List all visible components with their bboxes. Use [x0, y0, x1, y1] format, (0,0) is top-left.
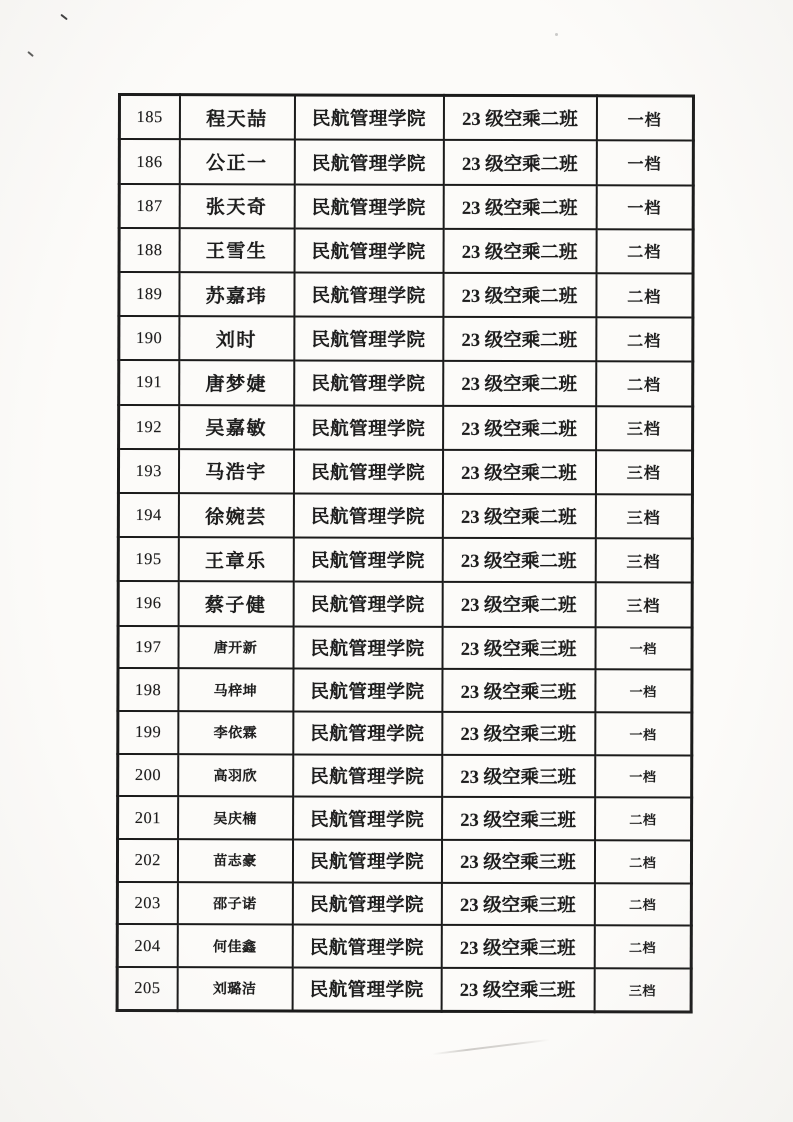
- table-row: [118, 711, 692, 755]
- table-row: [118, 493, 692, 539]
- no-cell: 201: [118, 796, 178, 839]
- college-cell: 民航管理学院: [292, 882, 441, 925]
- college-cell: 民航管理学院: [293, 711, 442, 754]
- name-cell: 苏嘉玮: [179, 272, 294, 316]
- class-cell: 23 级空乘二班: [442, 582, 595, 627]
- table-row: [118, 668, 692, 712]
- no-cell: 204: [117, 924, 177, 967]
- grade-cell: 二档: [594, 925, 691, 968]
- table-row: [119, 228, 693, 274]
- no-cell: 188: [119, 228, 179, 272]
- name-cell: 蔡子健: [178, 581, 293, 625]
- no-cell: 192: [119, 405, 179, 449]
- college-cell: 民航管理学院: [293, 582, 442, 627]
- no-cell: 194: [118, 493, 178, 537]
- table-row: [119, 272, 693, 318]
- no-cell: 195: [118, 537, 178, 581]
- class-cell: 23 级空乘三班: [441, 925, 594, 968]
- name-cell: 张天奇: [179, 184, 294, 228]
- table-row: [118, 537, 692, 583]
- grade-cell: 一档: [595, 669, 692, 712]
- name-cell: 王雪生: [179, 228, 294, 272]
- table-row: [118, 754, 692, 798]
- ink-dot-icon: [555, 33, 558, 36]
- table-row: [119, 95, 693, 141]
- class-cell: 23 级空乘三班: [442, 797, 595, 840]
- college-cell: 民航管理学院: [293, 754, 442, 797]
- name-cell: 吴庆楠: [178, 796, 293, 839]
- no-cell: 197: [118, 626, 178, 669]
- college-cell: 民航管理学院: [293, 626, 442, 669]
- name-cell: 程天喆: [179, 95, 294, 140]
- college-cell: 民航管理学院: [292, 967, 441, 1011]
- grade-cell: 二档: [594, 883, 691, 926]
- no-cell: 186: [119, 139, 179, 183]
- college-cell: 民航管理学院: [294, 140, 443, 185]
- name-cell: 邵子诺: [177, 882, 292, 925]
- grade-cell: 三档: [595, 538, 692, 582]
- no-cell: 187: [119, 184, 179, 228]
- grade-cell: 二档: [596, 362, 693, 406]
- college-cell: 民航管理学院: [293, 493, 442, 538]
- grade-cell: 二档: [596, 229, 693, 273]
- no-cell: 199: [118, 711, 178, 754]
- name-cell: 唐梦婕: [179, 361, 294, 405]
- grade-cell: 三档: [595, 583, 692, 627]
- college-cell: 民航管理学院: [292, 925, 441, 968]
- class-cell: 23 级空乘二班: [443, 95, 596, 140]
- college-cell: 民航管理学院: [294, 95, 443, 140]
- class-cell: 23 级空乘二班: [442, 450, 595, 495]
- name-cell: 马浩宇: [178, 449, 293, 493]
- no-cell: 200: [118, 754, 178, 797]
- class-cell: 23 级空乘三班: [442, 669, 595, 712]
- class-cell: 23 级空乘三班: [441, 840, 594, 883]
- table-row: [117, 924, 691, 968]
- class-cell: 23 级空乘二班: [443, 229, 596, 274]
- class-cell: 23 级空乘三班: [442, 754, 595, 797]
- name-cell: 何佳鑫: [177, 924, 292, 967]
- no-cell: 203: [117, 882, 177, 925]
- name-cell: 刘璐洁: [177, 967, 292, 1011]
- table-row: [119, 139, 693, 185]
- class-cell: 23 级空乘二班: [443, 361, 596, 406]
- grade-cell: 一档: [596, 141, 693, 185]
- table-row: [118, 581, 692, 627]
- grade-cell: 三档: [595, 450, 692, 494]
- college-cell: 民航管理学院: [294, 184, 443, 229]
- class-cell: 23 级空乘二班: [443, 317, 596, 362]
- table-row: [117, 967, 691, 1012]
- grade-cell: 三档: [595, 494, 692, 538]
- class-cell: 23 级空乘三班: [442, 626, 595, 669]
- college-cell: 民航管理学院: [293, 669, 442, 712]
- table-row: [119, 184, 693, 230]
- table-row: [119, 405, 693, 451]
- name-cell: 李依霖: [178, 711, 293, 754]
- college-cell: 民航管理学院: [294, 405, 443, 450]
- class-cell: 23 级空乘三班: [441, 882, 594, 925]
- grade-cell: 三档: [594, 968, 691, 1012]
- name-cell: 公正一: [179, 140, 294, 184]
- name-cell: 苗志豪: [177, 839, 292, 882]
- class-cell: 23 级空乘二班: [443, 405, 596, 450]
- class-cell: 23 级空乘二班: [443, 140, 596, 185]
- table-row: [118, 796, 692, 840]
- college-cell: 民航管理学院: [294, 228, 443, 273]
- grade-cell: 一档: [596, 185, 693, 229]
- name-cell: 王章乐: [178, 537, 293, 581]
- table-row: [119, 316, 693, 362]
- grade-cell: 一档: [595, 755, 692, 798]
- class-cell: 23 级空乘二班: [442, 494, 595, 539]
- name-cell: 吴嘉敏: [179, 405, 294, 449]
- no-cell: 198: [118, 668, 178, 711]
- grade-cell: 一档: [596, 96, 693, 141]
- table-row: [117, 882, 691, 926]
- class-cell: 23 级空乘二班: [443, 273, 596, 318]
- name-cell: 唐开新: [178, 626, 293, 669]
- grade-cell: 二档: [596, 317, 693, 361]
- grade-cell: 二档: [596, 273, 693, 317]
- college-cell: 民航管理学院: [294, 317, 443, 362]
- grade-cell: 二档: [594, 840, 691, 883]
- class-cell: 23 级空乘三班: [441, 968, 594, 1012]
- ink-speck-icon: [27, 51, 34, 57]
- college-cell: 民航管理学院: [293, 449, 442, 494]
- class-cell: 23 级空乘二班: [443, 184, 596, 229]
- grade-cell: 三档: [596, 406, 693, 450]
- grade-cell: 一档: [595, 712, 692, 755]
- college-cell: 民航管理学院: [294, 361, 443, 406]
- name-cell: 徐婉芸: [178, 493, 293, 537]
- roster-table-body: [117, 95, 693, 1012]
- table-row: [119, 360, 693, 406]
- class-cell: 23 级空乘三班: [442, 712, 595, 755]
- scan-streak-icon: [432, 1039, 549, 1055]
- class-cell: 23 级空乘二班: [442, 538, 595, 583]
- name-cell: 马梓坤: [178, 668, 293, 711]
- table-row: [118, 626, 692, 670]
- college-cell: 民航管理学院: [293, 797, 442, 840]
- no-cell: 189: [119, 272, 179, 316]
- no-cell: 196: [118, 581, 178, 625]
- college-cell: 民航管理学院: [294, 272, 443, 317]
- grade-cell: 二档: [595, 797, 692, 840]
- no-cell: 190: [119, 316, 179, 360]
- roster-table: [116, 93, 695, 1014]
- college-cell: 民航管理学院: [293, 538, 442, 583]
- no-cell: 185: [119, 95, 179, 140]
- grade-cell: 一档: [595, 627, 692, 670]
- name-cell: 刘时: [179, 316, 294, 360]
- no-cell: 191: [119, 360, 179, 404]
- ink-speck-icon: [60, 14, 68, 21]
- no-cell: 202: [117, 839, 177, 882]
- name-cell: 高羽欣: [178, 754, 293, 797]
- no-cell: 193: [118, 449, 178, 493]
- college-cell: 民航管理学院: [292, 839, 441, 882]
- table-row: [117, 839, 691, 883]
- no-cell: 205: [117, 967, 177, 1011]
- table-row: [118, 449, 692, 495]
